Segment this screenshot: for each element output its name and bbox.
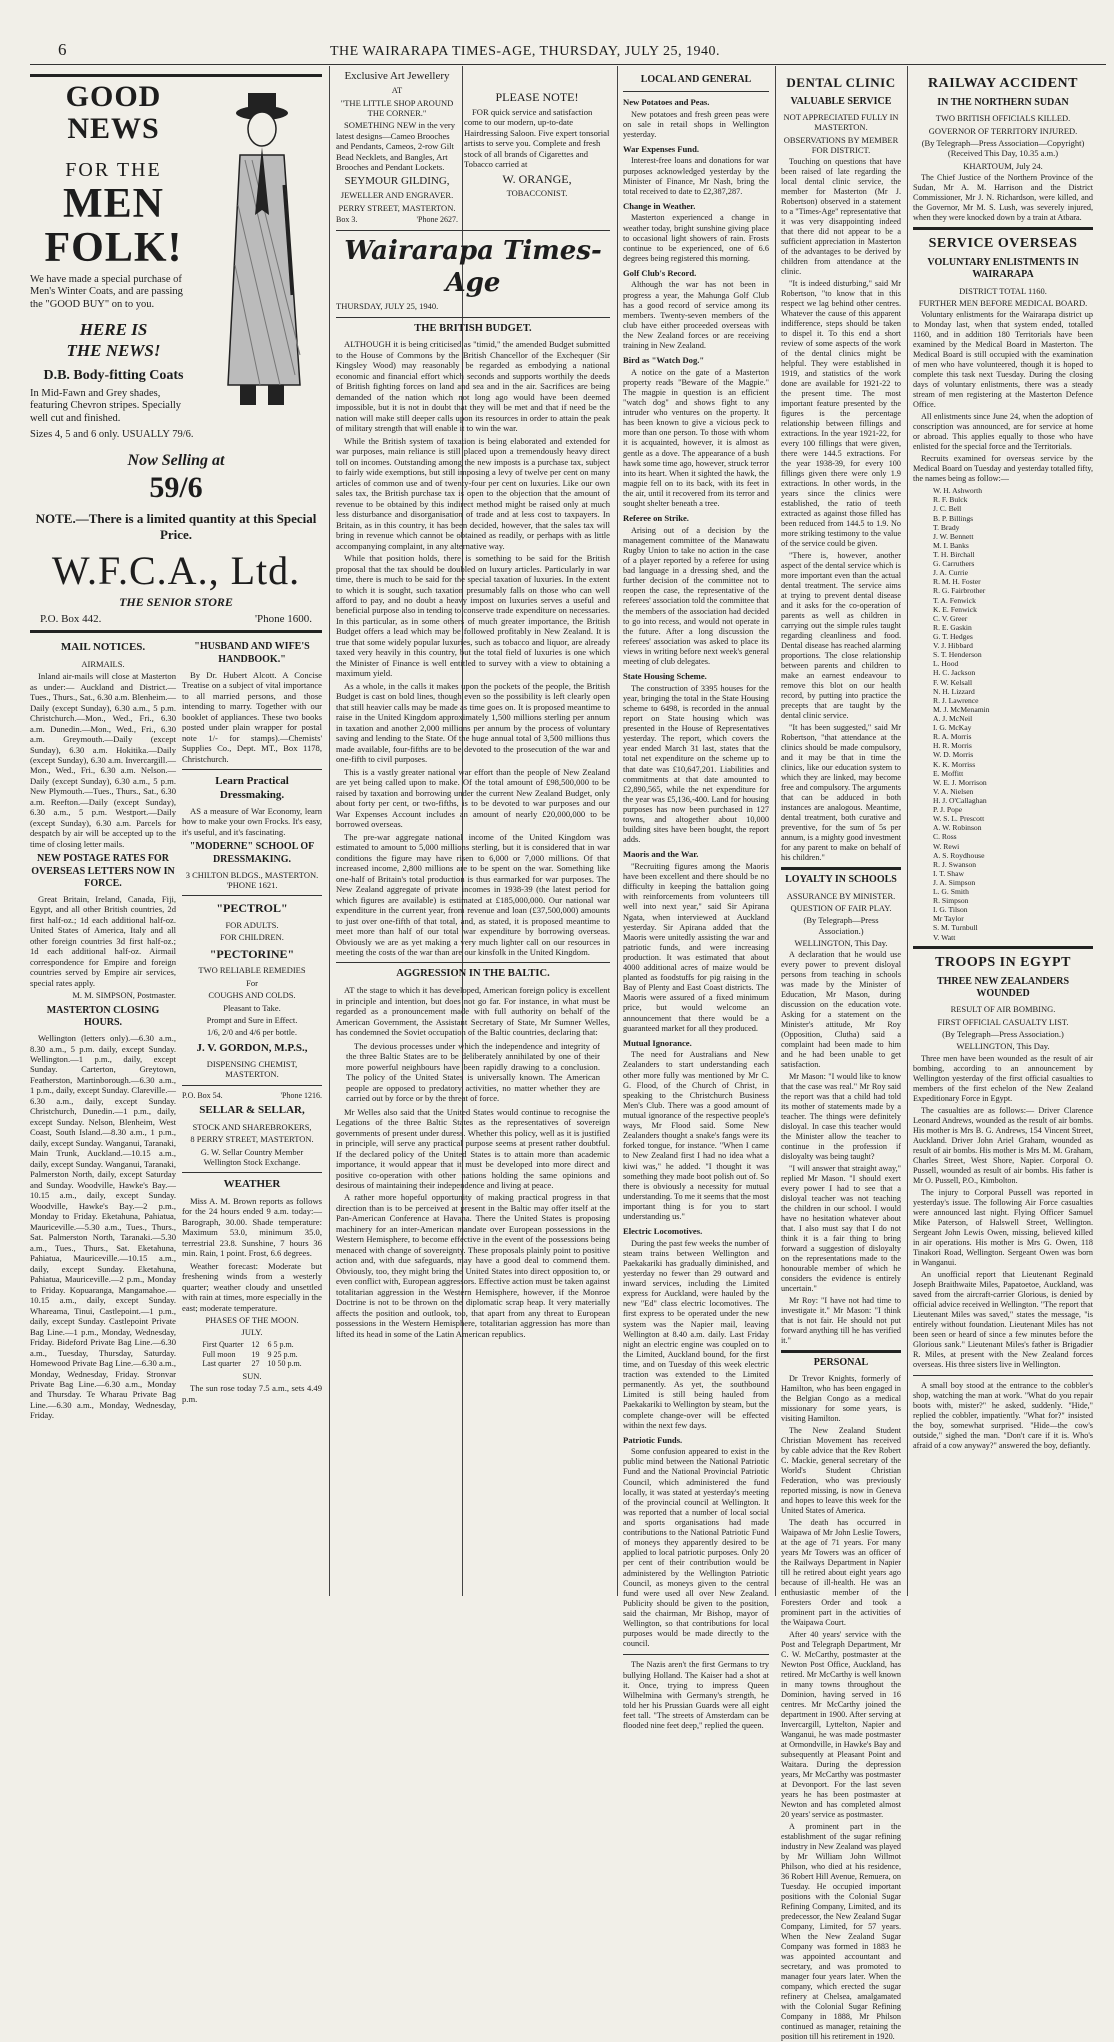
list-item: V. Watt <box>933 932 956 942</box>
personal-paragraph: Dr Trevor Knights, formerly of Hamilton, who has been engaged in the Belgian Congo as a medical missionary for some years, is visiting Hamilton. <box>781 1373 901 1423</box>
service-subhead: FURTHER MEN BEFORE MEDICAL BOARD. <box>918 297 1088 308</box>
pectrol-name: "PECTROL" <box>216 901 288 916</box>
list-item: R. J. Lawrence <box>933 695 979 705</box>
list-item: R. Simpson <box>933 896 969 906</box>
list-item: I. G. Tilson <box>933 905 968 915</box>
list-item: M. I. Banks <box>933 540 969 550</box>
loyalty-subhead: QUESTION OF FAIR PLAY. <box>790 903 892 914</box>
ad-senior-store: THE SENIOR STORE <box>119 595 233 610</box>
egypt-paragraph: Three men have been wounded as the result of air bombing, according to an announcement by Wellington yesterday of the first official casualties to members of the first echelon of the New Zealand Expeditionary Force in Egypt. <box>913 1053 1093 1103</box>
list-item: W. Rewi <box>933 841 960 851</box>
sun-text: The sun rose today 7.5 a.m., sets 4.49 p.m. <box>182 1383 322 1404</box>
list-item: Mr Taylor <box>933 914 964 924</box>
rail-dateline: KHARTOUM, July 24. <box>963 160 1043 171</box>
art-trade: JEWELLER AND ENGRAVER. <box>340 190 454 201</box>
ad-folk: FOLK! <box>44 225 183 272</box>
service-title: SERVICE OVERSEAS <box>928 236 1078 252</box>
egypt-subhead: FIRST OFFICIAL CASUALTY LIST. <box>937 1016 1069 1027</box>
list-item: R. J. Swanson <box>933 859 977 869</box>
baltic-paragraph: Mr Welles also said that the United States would continue to recognise the Legations of the three Baltic States as the representatives of sovereign governments of present under duress. Whether this policy, well as it is justified in principle, will serve any practical purpose seems at present rather doubtful. If the declared policy of the United States is to attain more than academic importance, it would appear that it must be developed into more direct and positive co-operation with other nations holding the same opinions and desirous of maintaining their independence and living at peace. <box>336 1106 610 1190</box>
list-item: V. J. Hibbard <box>933 641 973 651</box>
ad-men: MEN <box>63 181 164 228</box>
item-text: A notice on the gate of a Masterton property reads "Beware of the Magpie." The magpie in question is an efficient "watch dog" and shows fight to any intruder who ventures on the property. It has been known to give a vicious peck to more than one person. To those with whom it is acquainted, however, it is almost as gentle as a dove. The appearance of a bush hawk some time ago, however, struck terror into its heart. When it sighted the hawk, the magpie fell on to its back, with its feet in the air, until it recovered from its terror and sought shelter beneath a tree. <box>623 367 769 509</box>
sellar-trade: STOCK AND SHAREBROKERS, <box>192 1121 312 1132</box>
ad-product: D.B. Body-fitting Coats <box>43 368 184 384</box>
list-item: B. P. Billings <box>933 513 974 523</box>
column-editorial <box>336 70 610 1595</box>
art-box: Box 3. <box>336 215 358 225</box>
egypt-title: TROOPS IN EGYPT <box>935 954 1071 970</box>
list-item: A. J. McNeil <box>933 713 973 723</box>
rail-assoc: (By Telegraph—Press Association—Copyright) (Received This Day, 10.35 a.m.) <box>921 137 1085 159</box>
column-rule <box>775 66 776 1596</box>
list-item: W. D. Morris <box>933 750 974 760</box>
please-trade: TOBACCONIST. <box>506 188 568 199</box>
personal-paragraph: The death has occurred in Waipawa of Mr John Leslie Towers, at the age of 71 years. For many years Mr Towers was an officer of the Railways Department in Napier till he retired about eight years ago because of ill-health. He was an enthusiastic member of the Foresters Order and took a prominent part in the activities of the Waipawa Court. <box>781 1517 901 1627</box>
list-item: H. R. Morris <box>933 741 972 751</box>
moon-table <box>198 1340 305 1369</box>
list-item: J. A. Currie <box>933 568 969 578</box>
loyalty-paragraph: Mr Mason: "I would like to know that the case was real." Mr Roy said the report was that a child had told its mother of statements made by a teacher. The things were definitely disloyal. In case this teacher would the Minister allow the teacher to continue in the profession if disloyalty was being taught? <box>781 1072 901 1162</box>
dress-school: "MODERNE" SCHOOL OF DRESSMAKING. <box>189 841 315 865</box>
ad-headline: GOOD NEWS <box>65 80 162 145</box>
list-item: I. T. Shaw <box>933 868 964 878</box>
item-text: Masterton experienced a change in weather today, bright sunshine giving place to occasional light showers of rain. Frosts continue to be experienced, one of 6.6 degrees being registered this morning. <box>623 213 769 263</box>
ad-the-news: THE NEWS! <box>66 340 161 360</box>
budget-paragraph: As a whole, in the calls it makes upon the pockets of the people, the British Budget is cast on bold lines, though even so the possibility is left clearly open that still heavier calls may be made as time goes on. It is proposed meantime to raise in the United Kingdom approximately 1,500 millions sterling per annum in taxation and another 2,000 millions per annum by the process of voluntary saving and lending to the State. Of the huge annual total of 3,500 millions thus made available, four-fifths are to be devoted to the prosecution of the war and one-fifth to civil purposes. <box>336 680 610 765</box>
list-item: I. G. McKay <box>933 723 972 733</box>
item-text: The need for Australians and New Zealanders to start understanding each other more fully was mentioned by Mr C. G. Flood, of the Church of Christ, in speaking to the Christchurch Business Men's Club. There was a good amount of mutual ignorance of the respective people's ways, Mr Flood said. Some New Zealanders thought a snake's fangs were its forked tongue, for instance. "When I came to New Zealand first I had no idea what a kiwi was," he added. "I thought it was something they made boot polish out of. So there is obviously a necessity for mutual understanding. To me it seems that the most important thing is for you to start understanding us." <box>623 1050 769 1222</box>
column-dental-personal <box>781 70 901 2041</box>
item-heading: Referee on Strike. <box>623 513 689 524</box>
ad-description: In Mid-Fawn and Grey shades, featuring Chevron stripes. Specially well cut and finished. <box>30 387 182 425</box>
book-title: "HUSBAND AND WIFE'S HANDBOOK." <box>194 641 310 665</box>
ad-here-is: HERE IS <box>79 319 148 339</box>
list-item: W. H. Ashworth <box>933 486 983 496</box>
remedies: TWO RELIABLE REMEDIES <box>198 965 306 976</box>
dental-subhead: OBSERVATIONS BY MEMBER FOR DISTRICT. <box>783 134 899 156</box>
page-number: 6 <box>58 40 67 59</box>
list-item: T. Brady <box>933 522 960 532</box>
baltic-quote: The devious processes under which the independence and integrity of the three Baltic States are to be deliberately annihilated by one of their more powerful neighbours have been rapidly drawing to a conclusion. The policy of the United States is universally known. The American people are opposed to predatory activities, no matter whether they are carried out by force or by the threat of force. <box>346 1040 600 1104</box>
art-address: PERRY STREET, MASTERTON. <box>338 202 456 213</box>
budget-title: THE BRITISH BUDGET. <box>414 322 532 334</box>
item-text: Arising out of a decision by the management committee of the Manawatu Rugby Union to take no action in the case of a player reported by a referee for using bad language in a dressing shed, and the further decision of the committee not to reopen the case, the representative of the referees' association told the committee that the members of the association had decided to go into recess, and would not operate in the future. After a long discussion the referees' association was asked to place its views in writing before next week's general meeting of club delegates. <box>623 525 769 667</box>
item-text: Although the war has not been in progress a year, the Mahunga Golf Club has a good record of service among its members. Twenty-seven members of the club have either proceeded overseas with the New Zealand forces or are receiving training in New Zealand. <box>623 280 769 351</box>
sellar-member: G. W. Sellar Country Member Wellington Stock Exchange. <box>200 1146 304 1167</box>
loyalty-assoc: (By Telegraph—Press Association.) <box>803 915 879 936</box>
dental-subhead: NOT APPRECIATED FULLY IN MASTERTON. <box>783 112 899 133</box>
dental-subhead: VALUABLE SERVICE <box>790 95 892 107</box>
postage-title: NEW POSTAGE RATES FOR OVERSEAS LETTERS NOW IN FORCE. <box>31 853 175 889</box>
budget-paragraph: ALTHOUGH it is being criticised as "timid," the amended Budget submitted to the House of Commons by the British Chancellor of the Exchequer (Sir Kingsley Wood) may reasonably be regarded as embodying a national economic and financial effort which seconds and supports worthily the deeds of British fighting forces on land and sea and in the air. Sacrifices are being demanded of the nation which not long ago would have been deemed impossible, but it is not in doubt that they will be met and that if need be the nation will make still deeper calls upon its resources in order to attain the peak of military strength that will enable it to win the war. <box>336 339 610 434</box>
baltic-paragraph: A rather more hopeful opportunity of making practical progress in that direction than is to be perceived at present in the Baltic may offer itself at the Pan-American Conference at Havana. There the United States is proposing machinery for an inter-American mandate over European possessions in the Western Hemisphere, to become effective in the event of the possessions being menaced with change of sovereignty. These proposals plainly point to positive action and, with due safeguards, may have a good deal to commend them. Obviously, too, they might bring the United States into direct opposition to, or even conflict with, European aggressors. Effective action must be taken against totalitarian aggression in the Western Hemisphere, however, if the Monroe Doctrine is not to be thrown on the diplomatic scrap heap. It very materially affects the position and outlook, too, that apart from any threat to European possessions in the Western Hemisphere, totalitarian aggression has more than lifted its head in some of the Latin American republics. <box>336 1192 610 1339</box>
list-item: H. C. Jackson <box>933 668 976 678</box>
column-local-general <box>623 70 769 1731</box>
prompt: Prompt and Sure in Effect. <box>206 1014 298 1025</box>
column-advertisements <box>30 70 322 1595</box>
item-heading: Electric Locomotives. <box>623 1226 703 1237</box>
dental-paragraph: Touching on questions that have been raised of late regarding the local dental clinic service, the member for Masterton (Mr J. Robertson) observed in a statement to a "Times-Age" representative that it was very disappointing indeed that there did not appear to be a sufficient appreciation in Masterton of the advantages to be derived by children from attendance at the clinic. <box>781 157 901 277</box>
book-body: By Dr. Hubert Alcott. A Concise Treatise on a subject of vital importance to all married persons, and those intending to marry. Together with our booklet of appliances. These two books posted under plain wrapper for postal note 1/- for stamps).—Chemists' Supplies Co., Dept. MT., Box 1178, Christchurch. <box>182 669 322 764</box>
list-item: T. A. Fenwick <box>933 595 976 605</box>
list-item: J. W. Bennett <box>933 531 974 541</box>
egypt-subhead: THREE NEW ZEALANDERS WOUNDED <box>936 975 1070 999</box>
list-item: A. W. Robinson <box>933 823 982 833</box>
list-item: L. Hood <box>933 659 959 669</box>
item-heading: Mutual Ignorance. <box>623 1037 692 1048</box>
list-item: R. A. Morris <box>933 732 972 742</box>
egypt-dateline: WELLINGTON, This Day. <box>956 1041 1050 1052</box>
egypt-paragraph: A small boy stood at the entrance to the cobbler's shop, watching the man at work. "What do you repair boots with, mister?" he asked, suddenly. "Hide," replied the cobbler, impatiently. "What for?" insisted the boy, somewhat surprised. "Hide—the cow's outside," sighed the man. "Don't care if it is. Who's afraid of a cow anyway?" answered the boy, defiantly. <box>913 1380 1093 1450</box>
mail-notices <box>30 637 176 1423</box>
item-heading: Maoris and the War. <box>623 849 699 860</box>
ad-border <box>30 74 322 77</box>
ad-firm-name: W.F.C.A., Ltd. <box>51 547 301 593</box>
service-subhead: DISTRICT TOTAL 1160. <box>959 285 1047 296</box>
ad-border <box>30 630 322 633</box>
item-text: During the past few weeks the number of steam trains between Wellington and Paekakariki has gradually diminished, and yesterday no fewer than 29 outward and inward services, including the Limited express for Auckland, were hauled by the new "Ed" class electric locomotives. The first express to be operated under the new system was the Napier mail, leaving Wellington at 8.40 a.m. daily. Last Friday night an electric engine was coupled on to the Limited, Auckland bound, for the first time, and on Tuesday of this week electric traction was extended to the Limited permanently. As yet, the southbound Limited is still being hauled from Paekakariki to Wellington by steam, but the complete change-over will be effected within the next few days. <box>623 1238 769 1430</box>
art-name: SEYMOUR GILDING, <box>344 174 450 187</box>
mail-subtitle: AIRMAILS. <box>81 658 125 669</box>
service-subhead: VOLUNTARY ENLISTMENTS IN WAIRARAPA <box>927 257 1079 281</box>
coughs: COUGHS AND COLDS. <box>208 990 296 1001</box>
weather-text: Miss A. M. Brown reports as follows for the 24 hours ended 9 a.m. today:—Barograph, 30.00. Shade temperature: Maximum 53.0, minimum 35.0, terrestrial 23.8. Sunshine, 7 hours 36 min. Rain, 1 point. Frost, 6.6 degrees. <box>182 1195 322 1259</box>
list-item: C. Ross <box>933 832 957 842</box>
mail-title: MAIL NOTICES. <box>60 641 146 654</box>
list-item: W. E. J. Morrison <box>933 777 987 787</box>
item-text: The construction of 3395 houses for the year, bringing the total in the State Housing scheme to 6498, is recorded in the annual report on State housing which was presented in the House of Representatives yesterday. The report, which covers the year ended March 31 last, states that the total net expenditure on the scheme up to that date was £10,647,201. Liabilities and commitments at that date amounted to £2,890,565, while the net expenditure for the year was £5,136,-400. Land for housing purposes has now been purchased in 127 towns, and altogether about 10,000 building sites have been bought, the report adds. <box>623 683 769 845</box>
list-item: L. G. Smith <box>933 887 969 897</box>
wfca-advertisement <box>30 81 322 626</box>
pectorine-for: FOR CHILDREN. <box>220 932 284 943</box>
list-item: C. V. Greer <box>933 613 968 623</box>
dress-title: Learn Practical Dressmaking. <box>215 775 289 801</box>
page-header <box>0 38 1114 62</box>
for-word: For <box>246 977 258 988</box>
masthead-date: THURSDAY, JULY 25, 1940. <box>336 301 439 312</box>
dental-title: DENTAL CLINIC <box>786 75 896 90</box>
list-item: R. G. Fairbrother <box>933 586 986 596</box>
budget-paragraph: This is a vastly greater national war effort than the people of New Zealand are yet being called upon to make. Of the total amount of £98,500,000 to be raised by taxation and borrowing under the current New Zealand Budget, only about forty per cent, or two-fifths, is to be devoted to war purposes and our War Expenses Account includes an amount of nearly £20,000,000 to be borrowed overseas. <box>336 766 610 830</box>
art-jewellery-ad <box>336 70 458 225</box>
baltic-title: AGGRESSION IN THE BALTIC. <box>396 968 550 980</box>
table-row: Full moon 19 9 25 p.m. <box>202 1349 298 1359</box>
baltic-paragraph: AT the stage to which it has developed, American foreign policy is excellent in principle and intention, but does not go far. For instance, in what must be regarded as a pronouncement made with full authority on behalf of the American Government, the Assistant Secretary of State, Mr Sumner Welles, has condemned the Soviet occupation of the Baltic countries, declaring that: <box>336 985 610 1038</box>
item-heading: Golf Club's Record. <box>623 267 697 278</box>
item-heading: War Expenses Fund. <box>623 144 700 154</box>
man-in-coat-illustration <box>197 81 322 445</box>
list-item: J. C. Bell <box>933 504 962 514</box>
weather-title: WEATHER <box>223 1178 281 1191</box>
item-text: "Recruiting figures among the Maoris have been excellent and there should be no difficulty in keeping the battalion going with reinforcements from volunteers till well into next year," said Sir Apirana Ngata, when interviewed at Auckland yesterday. Sir Apirana added that the Maoris were unitedly assisting the war and patriotic funds, and were increasing production. It was estimated that about 4000 additional acres of maize would be planted as foodstuffs for pig raising in the Bay of Plenty and East Coast districts. The Maoris were assured of a fixed minimum price, but would welcome an announcement that there would be a guaranteed market for all they produced. <box>623 861 769 1033</box>
prices: 1/6, 2/0 and 4/6 per bottle. <box>207 1027 297 1038</box>
rail-subhead: TWO BRITISH OFFICIALS KILLED. <box>935 113 1071 124</box>
personal-paragraph: After 40 years' service with the Post and Telegraph Department, Mr C. W. McCarthy, postmaster at the Newton Post Office, Auckland, has retired. Mr McCarthy is well known in many towns throughout the Dominion, having served in 16 centres. Mr McCarthy joined the department in 1900. After serving at Invercargill, Lyttelton, Napier and Wanganui, he was made postmaster at Ormondville, in Hawke's Bay and subsequently at Pleasant Point and Waitara. During the depression years, Mr McCarthy was postmaster at Devonport. For the last seven years he has been postmaster at Newton and has completed almost 20 years' service as postmaster. <box>781 1629 901 1819</box>
list-item: T. H. Birchall <box>933 550 975 559</box>
please-body: FOR quick service and satisfaction come to our modern, up-to-date Hairdressing Saloon. Five expert tonsorial artists to serve you. Complete and fresh stock of all brands of Cigarettes and Tobacco carried at <box>464 106 610 170</box>
dress-body: AS a measure of War Economy, learn how to make your own Frocks. It's easy, it's useful, and it's fascinating. <box>182 805 322 837</box>
item-heading: Patriotic Funds. <box>623 1434 683 1445</box>
ad-note: NOTE.—There is a limited quantity at this Special Price. <box>35 510 317 542</box>
list-item: F. W. Kelsall <box>933 677 973 687</box>
list-item: R. F. Bulck <box>933 495 968 505</box>
loyalty-dateline: WELLINGTON, This Day. <box>794 938 888 949</box>
postmaster-signature: M. M. SIMPSON, Postmaster. <box>72 990 176 1001</box>
pectorine-name: "PECTORINE" <box>209 946 295 961</box>
egypt-paragraph: An unofficial report that Lieutenant Reginald Joseph Braithwaite Miles, Papatoetoe, Auckland, was saved from the aircraft-carrier Glorious, is denied by official advice received in Wellington. "The report that Lieutenant Miles was saved," states the message, "is entirely without foundation. Lieutenant Miles has not been seen or heard of since a few minutes before the Glorious sank." Lieutenant Miles's father is Brigadier R. Miles, at present with the New Zealand forces overseas. His three sisters live in Wellington. <box>913 1269 1093 1369</box>
personal-paragraph: A prominent part in the establishment of the sugar refining industry in New Zealand was played by Mr William John Willmot Philson, who died at his residence, 36 Robert Hill Avenue, Remuera, on Tuesday. He occupied important positions with the Colonial Sugar Refining Company, Limited, and its predecessor, the New Zealand Sugar Company, Limited, for 57 years. When the New Zealand Sugar Company was formed in 1883 he was appointed accountant and secretary, and was promoted to manager four years later. When the company, which erected the sugar refinery at Chelsea, amalgamated with the Colonial Sugar Refining Company in 1888, Mr Philson continued as manager, retaining the position till his retirement in 1920. <box>781 1821 901 2041</box>
loyalty-paragraph: "I will answer that straight away," replied Mr Mason. "I should exert every power I had to see that a disloyal teacher was not teaching the children in our school. I would have no hesitation whatever about that. I also must say that I do not think it is a fair thing to bring forward a suggestion of disloyalty on the representations made to the honourable member of which he considers the evidence is entirely uncertain." <box>781 1164 901 1294</box>
table-row: First Quarter 12 6 5 p.m. <box>202 1339 294 1349</box>
ad-body: We have made a special purchase of Men's Winter Coats, and are passing the "GOOD BUY" on to you. <box>30 273 183 311</box>
sellar-name: SELLAR & SELLAR, <box>199 1104 305 1117</box>
closing-text: Wellington (letters only).—6.30 a.m., 8.30 a.m., 5 p.m. daily, except Sunday. Wellington.—1 p.m., daily, except Sunday. Carterton, Greytown, Featherston, Martinborough.—6.30 a.m., 1 p.m., daily, except Sunday. Clareville.—6.30 a.m., daily, except Sunday. Christchurch, Dunedin.—1 p.m., daily, except Sunday. Nelson, Blenheim, West Coast, South Island.—8.30 a.m., 1 p.m., daily, except Sunday. Wanganui, Taranaki, Main Trunk, Auckland.—10.15 a.m., daily, except Sunday. Wanganui, Taranaki, Palmerston North, daily, except Saturday and Sunday. Woodville, Hawke's Bay.—10.15 a.m., daily, except Sunday. Woodville, Hawke's Bay.—2 p.m., Monday to Friday. Eketahuna, Pahiatua, Mauriceville.—5.30 a.m., Tues., Thurs., Sat. Palmerston North, Taranaki.—5.30 a.m., Tues., Thurs., Sat. Eketahuna, Pahiatua, Mauriceville.—10.15 a.m., daily, except Sunday. Eketahuna, Pahiatua, Mauriceville.—2 p.m., Monday to Friday. Kopuaranga, Mangamahoe.—10.15 a.m., daily, except Sunday. Whareama, Tinui, Castlepoint.—1 p.m., daily, except Sunday. Castlepoint Private Bag Line.—1 p.m., Monday, Wednesday, Friday. Bideford Private Bag Line.—6.30 a.m., Tuesday, Thursday, Saturday. Homewood Private Bag Line.—6.30 a.m., Monday, Wednesday, Friday. Stronvar Private Bag Line.—6.30 a.m., Monday and Thursday. Te Wharau Private Bag Line.—6.30 a.m., Monday, Wednesday, Friday. <box>30 1033 176 1421</box>
ad-subhead: FOR THE <box>65 159 162 181</box>
moon-title: PHASES OF THE MOON. <box>205 1315 299 1326</box>
list-item: A. S. Roydhouse <box>933 850 985 860</box>
local-items <box>623 97 769 1731</box>
item-heading: Change in Weather. <box>623 200 696 211</box>
column-rule <box>329 66 330 1596</box>
list-item: V. A. Nielsen <box>933 786 974 796</box>
personal-paragraph: The New Zealand Student Christian Movement has received by cable advice that the Rev Robert C. Mackie, general secretary of the World's Student Christian Federation, who was previously reported missing, is now in Geneva and hopes to leave this week for the United States of America. <box>781 1425 901 1515</box>
dental-paragraph: "It is indeed disturbing," said Mr Robertson, "to know that in this respect we lag behind other centres. Whatever the cause of this apparent indifference, steps should be taken to dispel it. To this end a short review of some aspects of the work of the dental clinics might be helpful. They were established in 1919, and statistics of the work done are available for 1921-22 to the present time. The most important feature presented by the figures is the percentage relationship between fillings and extractions. In the year 1921-22, for every 100 fillings that were given, there were 144.5 extractions. For the year 1938-39, for every 100 fillings given there were only 1.9 extractions. In other words, in the years since the clinics were established, the ratio of teeth extracted as against those filled has been reduced from 144.5 to 1.9. No more striking testimony to the value of the service could be given. <box>781 279 901 549</box>
newspaper-title: THE WAIRARAPA TIMES-AGE, THURSDAY, JULY 25, 1940. <box>330 44 720 59</box>
egypt-paragraph: The casualties are as follows:— Driver Clarence Leonard Andrews, wounded as the result of air bombs. His mother is Mrs B. G. Andrews, 154 Vincent Street, Auckland. Driver John Ariel Graham, wounded as result of air bombs. His mother is Mrs M. M. Graham, Charles Street, West Shore, Napier. Corporal O. Pussell, wounded as result of air bombs. His father is Mr O. Pussell, P.O., Kimbolton. <box>913 1105 1093 1185</box>
gordon-role: DISPENSING CHEMIST, MASTERTON. <box>206 1058 298 1080</box>
dress-address: 3 CHILTON BLDGS., MASTERTON. 'PHONE 1621. <box>185 869 319 891</box>
item-text: New potatoes and fresh green peas were on sale in retail shops in Wellington yesterday. <box>623 109 769 139</box>
weather-forecast: Weather forecast: Moderate but freshening winds from a westerly quarter; weather cloudy and unsettled with rain at times, more especially in the east; moderate temperature. <box>182 1260 322 1313</box>
egypt-paragraph: The injury to Corporal Pussell was reported in yesterday's issue. The following Air Force casualties were announced last night. Flying Officer Samuel Mike Paterson, of Halswell Street, Wellington. Sergeant John Lewis Owen, missing, believed killed in air operations. His mother is Mrs G. Owen, 118 Tinakori Road, Wellington. Sergeant Owen was born in Wanganui. <box>913 1187 1093 1267</box>
budget-paragraph: While the British system of taxation is being elaborated and extended for war purposes, main reliance is still placed upon a tremendously heavy direct toll on incomes. Outstanding among the new imposts is a purchase tax, subject to fairly wide exemptions, but still imposing a levy of twelve per cent on many articles of common use and of twenty-four per cent on luxuries. Like our own sales tax, the British purchase tax is open to the objection that the amount of revenue to be obtained by this indirect method might be raised only at much less disturbance and disorganisation of trade and at less cost to taxpayers. In Britain, as in this country, it has been decided, however, that the sales tax will bring in revenue which cannot be obtained as readily, or perhaps with as little accompanying complaint, in any alternative way. <box>336 435 610 551</box>
column-small-ads <box>182 637 322 1423</box>
art-body: SOMETHING NEW in the very latest designs—Cameo Brooches and Pendants, Cameos, 2-row Gilt Bead Necklets, and Bangles, Art Brooches and Pendant Lockets. <box>336 120 456 173</box>
art-shop: "THE LITTLE SHOP AROUND THE CORNER." <box>340 97 454 119</box>
egypt-subhead: RESULT OF AIR BOMBING. <box>950 1004 1056 1015</box>
sellar-box: P.O. Box 54. <box>182 1090 223 1100</box>
mail-text: Inland air-mails will close at Masterton as under:— Auckland and District.—Tues., Thurs., Sat., 6.30 a.m. Blenheim.—Daily (except Sunday), 6.30 a.m., 5 p.m. Christchurch.—Mon., Wed., Fri., 6.30 a.m. Dunedin.—Mon., Wed., Fri., 6.30 a.m. Greymouth.—Daily (except Sunday), 6.30 a.m. Hokitika.—Daily (except Sunday), 6.30 a.m. Invercargill.—Mon., Wed., Fri., 6.30 a.m. Nelson.—Daily (except Sunday), 6.30 a.m., 5 p.m. New Plymouth.—Tues., Thurs., Sat., 6.30 a.m. Reefton.—Daily (except Sunday), 6.30 a.m., 5 p.m. Westport.—Daily (except Sunday), 6.30 a.m. Parcels for despatch by air will be accepted up to the time of closing letter mails. <box>30 671 176 849</box>
gordon-name: J. V. GORDON, M.P.S., <box>196 1041 308 1054</box>
dental-paragraph: "It has been suggested," said Mr Robertson, "that attendance at the clinics should be made compulsory, and it may be that in time the clinics, like our education system to which they are linked, may become free and compulsory. The arguments that can be adduced in both instances are analogous. Meantime, dental treatment, both curative and preventive, for the sum of 5s per annum, is a mighty good investment for any parent to make on behalf of his children." <box>781 723 901 863</box>
item-heading: State Housing Scheme. <box>623 671 707 682</box>
egypt-assoc: (By Telegraph—Press Association.) <box>942 1028 1064 1039</box>
art-phone: 'Phone 2627. <box>416 215 458 225</box>
rail-subhead: IN THE NORTHERN SUDAN <box>937 97 1069 109</box>
list-item: K. E. Fenwick <box>933 604 977 614</box>
list-item: N. H. Lizzard <box>933 686 975 696</box>
rail-subhead: GOVERNOR OF TERRITORY INJURED. <box>928 125 1078 136</box>
rail-text: The Chief Justice of the Northern Province of the Sudan, Mr A. M. Harrison and the District Commissioner, Mr J. N. Richardson, were killed, and the Governor, Mr M. S. Lush, was severely injured, when they were knocked down by a train at Atbara. <box>913 173 1093 223</box>
ad-now-selling: Now Selling at <box>127 451 225 469</box>
loyalty-title: LOYALTY IN SCHOOLS <box>785 874 897 886</box>
loyalty-paragraph: Mr Roy: "I have not had time to investigate it." Mr Mason: "I think that is not fair. He should not put forward anything till he has verified it." <box>781 1296 901 1346</box>
list-item: H. J. O'Callaghan <box>933 795 987 805</box>
pleasant: Pleasant to Take. <box>223 1002 281 1013</box>
recruit-names-list <box>913 486 1093 941</box>
list-item: K. K. Morriss <box>933 759 976 769</box>
list-item: M. J. McMenamin <box>933 704 990 714</box>
list-item: G. T. Hedges <box>933 631 973 641</box>
list-item: R. E. Gaskin <box>933 622 972 632</box>
ad-phone: 'Phone 1600. <box>255 612 312 625</box>
budget-paragraph: The pre-war aggregate national income of the United Kingdom was estimated to amount to 5,000 millions sterling, but it is considered that in war conditions the figure may have risen to 6,000 or 7,000 millions. Of that increased income, 2,800 millions are to be spent on the war. Something like one-half of Britain's total production is thus earmarked for war purposes. The New Zealand aggregate of private incomes in 1938-39 (the latest period for which figures are available) is estimated at £185,000,000. Our national war expenditure in the current year, from revenue and loan (£37,500,000) amounts to just over one-fifth of that total, and, as stated, it is proposed meantime to meet more than half of our total war expenditure by borrowing overseas. Obviously we are as yet making a very much lighter call on our resources in meeting the costs of the war than are our kinsfolk in the United Kingdom. <box>336 831 610 957</box>
closing-title: MASTERTON CLOSING HOURS. <box>46 1004 160 1028</box>
list-item: S. T. Henderson <box>933 650 982 660</box>
please-title: PLEASE NOTE! <box>495 90 579 104</box>
list-item: J. A. Simpson <box>933 877 976 887</box>
list-item: E. Moffitt <box>933 768 964 778</box>
sellar-phone: 'Phone 1216. <box>280 1090 322 1100</box>
service-paragraph: All enlistments since June 24, when the adoption of conscription was announced, are for service at home or abroad. This applies equally to those who have enlisted for the special force and the Territorials. <box>913 412 1093 452</box>
man-illustration-icon <box>200 85 320 415</box>
item-text: The Nazis aren't the first Germans to try bullying Holland. The Kaiser had a shot at it. Once, trying to impress Queen Wilhelmina with Germany's strength, he told her his Prussian Guards were all eight feet tall. "The streets of Amsterdam can be flooded nine feet deep," replied the queen. <box>623 1660 769 1731</box>
item-heading: New Potatoes and Peas. <box>623 97 710 108</box>
sellar-address: 8 PERRY STREET, MASTERTON. <box>190 1134 314 1145</box>
header-rule <box>30 64 1106 65</box>
loyalty-paragraph: A declaration that he would use every power to prevent disloyal persons from teaching in schools was made by the Minister of Education, Mr Mason, during discussion on the education vote. Asking for a statement on the Minister's attitude, Mr Roy (Opposition, Clutha) said a complaint had been made to him and he had been unable to get satisfaction. <box>781 950 901 1070</box>
art-at: AT <box>391 85 403 96</box>
column-news <box>913 70 1093 1595</box>
moon-month: JULY. <box>241 1327 263 1338</box>
list-item: R. M. H. Foster <box>933 577 981 587</box>
rail-title: RAILWAY ACCIDENT <box>928 76 1078 91</box>
please-name: W. ORANGE, <box>502 171 572 186</box>
service-paragraph: Recruits examined for overseas service by the Medical Board on Tuesday and yesterday totalled fifty, the names being as follow:— <box>913 454 1094 484</box>
sun-title: SUN. <box>242 1371 262 1381</box>
item-text: Some confusion appeared to exist in the public mind between the National Patriotic Fund and the National Provincial Patriotic Council, which administered the fund locally, it was stated at yesterday's meeting of the provincial council at Wellington. It was reported that a number of local social and sports organisations had made contributions to the National Patriotic Fund of moneys they apparently desired to be applied to local patriotic purposes. Only 20 per cent of their contribution would be administered by the Wellington Patriotic Council, as moneys given to the central fund were used all over New Zealand. Publicity should be given to the position, said the chairman, Mr Bishop, mayor of Wellington, so that contributions for local purposes would be made directly to the council. <box>623 1447 769 1649</box>
service-paragraph: Voluntary enlistments for the Wairarapa district up to Monday last, when that system ended, totalled 1160, and in addition 180 Territorials have been examined by the Medical Board in Masterton. The Medical Board is still occupied with the examination of men who have volunteered, though it is hoped to complete this task next Tuesday. During the closing days of voluntary enlistments, there was a steady stream of men registering at the Masterton Defence Office. <box>913 310 1093 410</box>
list-item: S. M. Turnbull <box>933 923 978 933</box>
art-title: Exclusive Art Jewellery <box>344 70 450 82</box>
pectrol-for: FOR ADULTS. <box>225 920 279 931</box>
list-item: P. J. Pope <box>933 805 963 815</box>
postage-text: Great Britain, Ireland, Canada, Fiji, Egypt, and all other British countries, 2d first half-oz.; 1d each additional half-oz. United States of America, Italy and all other foreign countries 3d first half-oz.; 1d each additional half-oz. Airmail correspondence for Empire and foreign countries served by Empire air services, special rates apply. <box>30 893 176 988</box>
list-item: W. S. L. Prescott <box>933 814 985 824</box>
column-rule <box>617 66 618 1596</box>
please-note-ad <box>464 70 610 225</box>
list-item: G. Carruthers <box>933 559 975 569</box>
item-heading: Bird as "Watch Dog." <box>623 355 705 366</box>
ad-sizes: Sizes 4, 5 and 6 only. USUALLY 79/6. <box>30 428 194 440</box>
budget-paragraph: While that position holds, there is something to be said for the British proposal that the tax should be doubled on luxury articles. Particularly in war time, there is much to be said for the special taxation of luxuries. In the extent to which it is sought, such taxation presumably falls on those who can well afford to pay, and no doubt a heavy impost on luxuries serves a useful and beneficial purpose also in tending to conserve trade expenditure on necessaries. In this particular, as in some others of much greater importance, the British Budget offers a lead which may be followed profitably in New Zealand. It is true that some widely popular luxuries, such as tobacco and liquor, are already taxed very heavily in this country, but the total field of luxuries is one which the Minister of Finance is well entitled to survey with a view to obtaining a maximum yield. <box>336 553 610 679</box>
dental-paragraph: "There is, however, another aspect of the dental service which is more important even than the actual dental treatment. The service aims at trying to prevent dental disease and it asks for the co-operation of parents as well as children in carrying out the simple rules taught regarding cleanliness and food. Dental disease has reached alarming proportions. The close relationship between parents and children to make an earnest endeavour to remove this blot on our health record, by putting into practice the precepts that are taught by the dental clinic service. <box>781 551 901 721</box>
personal-title: PERSONAL <box>813 1357 869 1369</box>
table-row: Last quarter 27 10 50 p.m. <box>202 1359 302 1369</box>
column-rule <box>907 66 908 1596</box>
item-text: Interest-free loans and donations for war purposes acknowledged yesterday by the Minister of Finance, Mr Nash, bring the total received to date to £2,387,287. <box>623 156 769 196</box>
ad-price: 59/6 <box>149 471 203 505</box>
ad-po-box: P.O. Box 442. <box>40 612 102 625</box>
loyalty-subhead: ASSURANCE BY MINISTER. <box>786 890 896 901</box>
masthead: Wairarapa Times-Age <box>344 235 602 298</box>
local-title: LOCAL AND GENERAL <box>640 74 752 85</box>
